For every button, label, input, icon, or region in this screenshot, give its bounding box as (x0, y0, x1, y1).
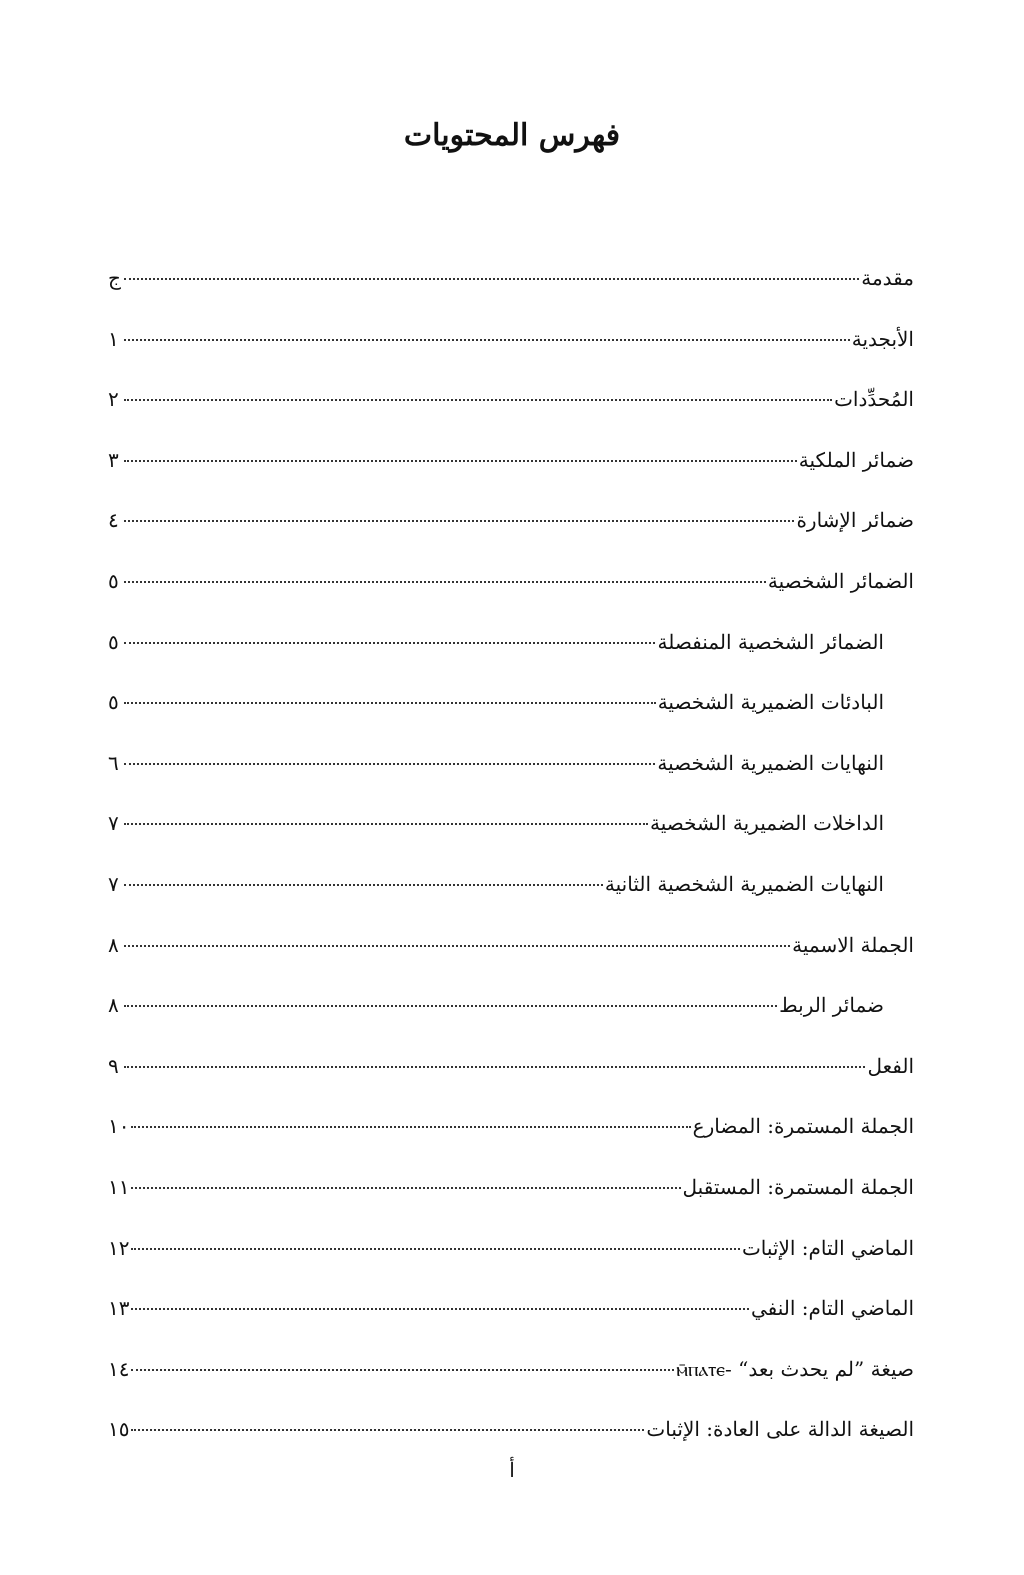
page-title: فهرس المحتويات (403, 118, 621, 153)
toc-entry-page-number: ٨ (108, 932, 119, 957)
dot-leader (131, 1247, 739, 1250)
dot-leader (131, 1186, 680, 1189)
dot-leader (124, 398, 832, 401)
toc-entry-page-number: ١١ (108, 1174, 130, 1199)
toc-entry[interactable] (108, 1349, 914, 1410)
toc-entry-page-number: ٧ (108, 811, 119, 836)
toc-entry-label: الجملة الاسمية (792, 932, 914, 957)
toc-entry[interactable] (108, 1167, 914, 1228)
page-number: أ (509, 1458, 515, 1482)
toc-entry-page-number: ١٢ (108, 1235, 130, 1260)
toc-entry-label: الفعل (867, 1053, 914, 1078)
toc-entry-label: صيغة ”لم يحدث بعد“ -ⲙ̄ⲡⲁⲧⲉ (676, 1356, 914, 1381)
toc-entry-page-number: ١٣ (108, 1296, 130, 1321)
toc-entry[interactable] (108, 803, 914, 864)
toc-entry[interactable] (108, 561, 914, 622)
toc-entry-page-number: ٣ (108, 447, 119, 472)
toc-entry[interactable] (108, 319, 914, 380)
toc-entry-label: الضمائر الشخصية المنفصلة (657, 629, 884, 654)
toc-entry-label: الأبجدية (851, 326, 914, 351)
toc-entry-label: ضمائر الملكية (798, 447, 914, 472)
toc-entry[interactable] (108, 743, 914, 804)
toc-entry-page-number: ١ (108, 326, 119, 351)
toc-entry-page-number: ٨ (108, 993, 119, 1018)
toc-entry-page-number: ٥ (108, 690, 119, 715)
toc-entry[interactable] (108, 1106, 914, 1167)
toc-entry-page-number: ٧ (108, 871, 119, 896)
toc-entry-label: الجملة المستمرة: المستقبل (682, 1174, 914, 1199)
dot-leader (124, 519, 794, 522)
dot-leader (124, 338, 850, 341)
toc-entry-page-number: ١٤ (108, 1356, 130, 1381)
toc-list (108, 258, 914, 1470)
toc-entry-label: النهايات الضميرية الشخصية (657, 750, 884, 775)
toc-entry[interactable] (108, 864, 914, 925)
dot-leader (124, 701, 656, 704)
dot-leader (131, 1368, 674, 1371)
toc-entry[interactable] (108, 1046, 914, 1107)
toc-entry-label: الماضي التام: الإثبات (741, 1235, 914, 1260)
toc-entry-page-number: ١٥ (108, 1417, 130, 1442)
dot-leader (131, 1428, 644, 1431)
toc-entry-page-number: ٥ (108, 568, 119, 593)
toc-entry-label: البادئات الضميرية الشخصية (657, 690, 884, 715)
toc-entry[interactable] (108, 622, 914, 683)
dot-leader (124, 1004, 777, 1007)
toc-entry[interactable] (108, 500, 914, 561)
toc-entry[interactable] (108, 1228, 914, 1289)
toc-entry-label: ضمائر الإشارة (796, 508, 914, 533)
toc-entry-label: الجملة المستمرة: المضارع (692, 1114, 914, 1139)
toc-entry-page-number: ٩ (108, 1053, 119, 1078)
dot-leader (124, 277, 859, 280)
toc-entry-label: الماضي التام: النفي (750, 1296, 914, 1321)
toc-entry[interactable] (108, 440, 914, 501)
dot-leader (124, 762, 655, 765)
toc-entry-label: المُحدِّدات (834, 387, 914, 412)
toc-entry[interactable] (108, 258, 914, 319)
dot-leader (124, 822, 648, 825)
toc-entry[interactable] (108, 925, 914, 986)
dot-leader (131, 1125, 690, 1128)
toc-entry[interactable] (108, 1288, 914, 1349)
toc-entry-page-number: ج (108, 266, 121, 290)
toc-entry-label: الداخلات الضميرية الشخصية (650, 811, 884, 836)
toc-entry[interactable] (108, 682, 914, 743)
toc-entry[interactable] (108, 379, 914, 440)
dot-leader (124, 459, 797, 462)
dot-leader (124, 1065, 865, 1068)
dot-leader (124, 944, 790, 947)
toc-entry-page-number: ٤ (108, 508, 119, 533)
dot-leader (124, 641, 655, 644)
toc-entry-label: الصيغة الدالة على العادة: الإثبات (646, 1417, 914, 1442)
toc-entry[interactable] (108, 985, 914, 1046)
dot-leader (124, 580, 766, 583)
dot-leader (124, 883, 603, 886)
toc-entry-label: النهايات الضميرية الشخصية الثانية (604, 871, 884, 896)
dot-leader (131, 1307, 748, 1310)
toc-entry-page-number: ٦ (108, 750, 119, 775)
toc-entry-label: الضمائر الشخصية (767, 568, 914, 593)
toc-entry-page-number: ٥ (108, 629, 119, 654)
toc-entry-label: مقدمة (861, 266, 914, 290)
toc-entry-page-number: ٢ (108, 387, 119, 412)
toc-entry-label: ضمائر الربط (779, 993, 884, 1018)
toc-entry-page-number: ١٠ (108, 1114, 130, 1139)
